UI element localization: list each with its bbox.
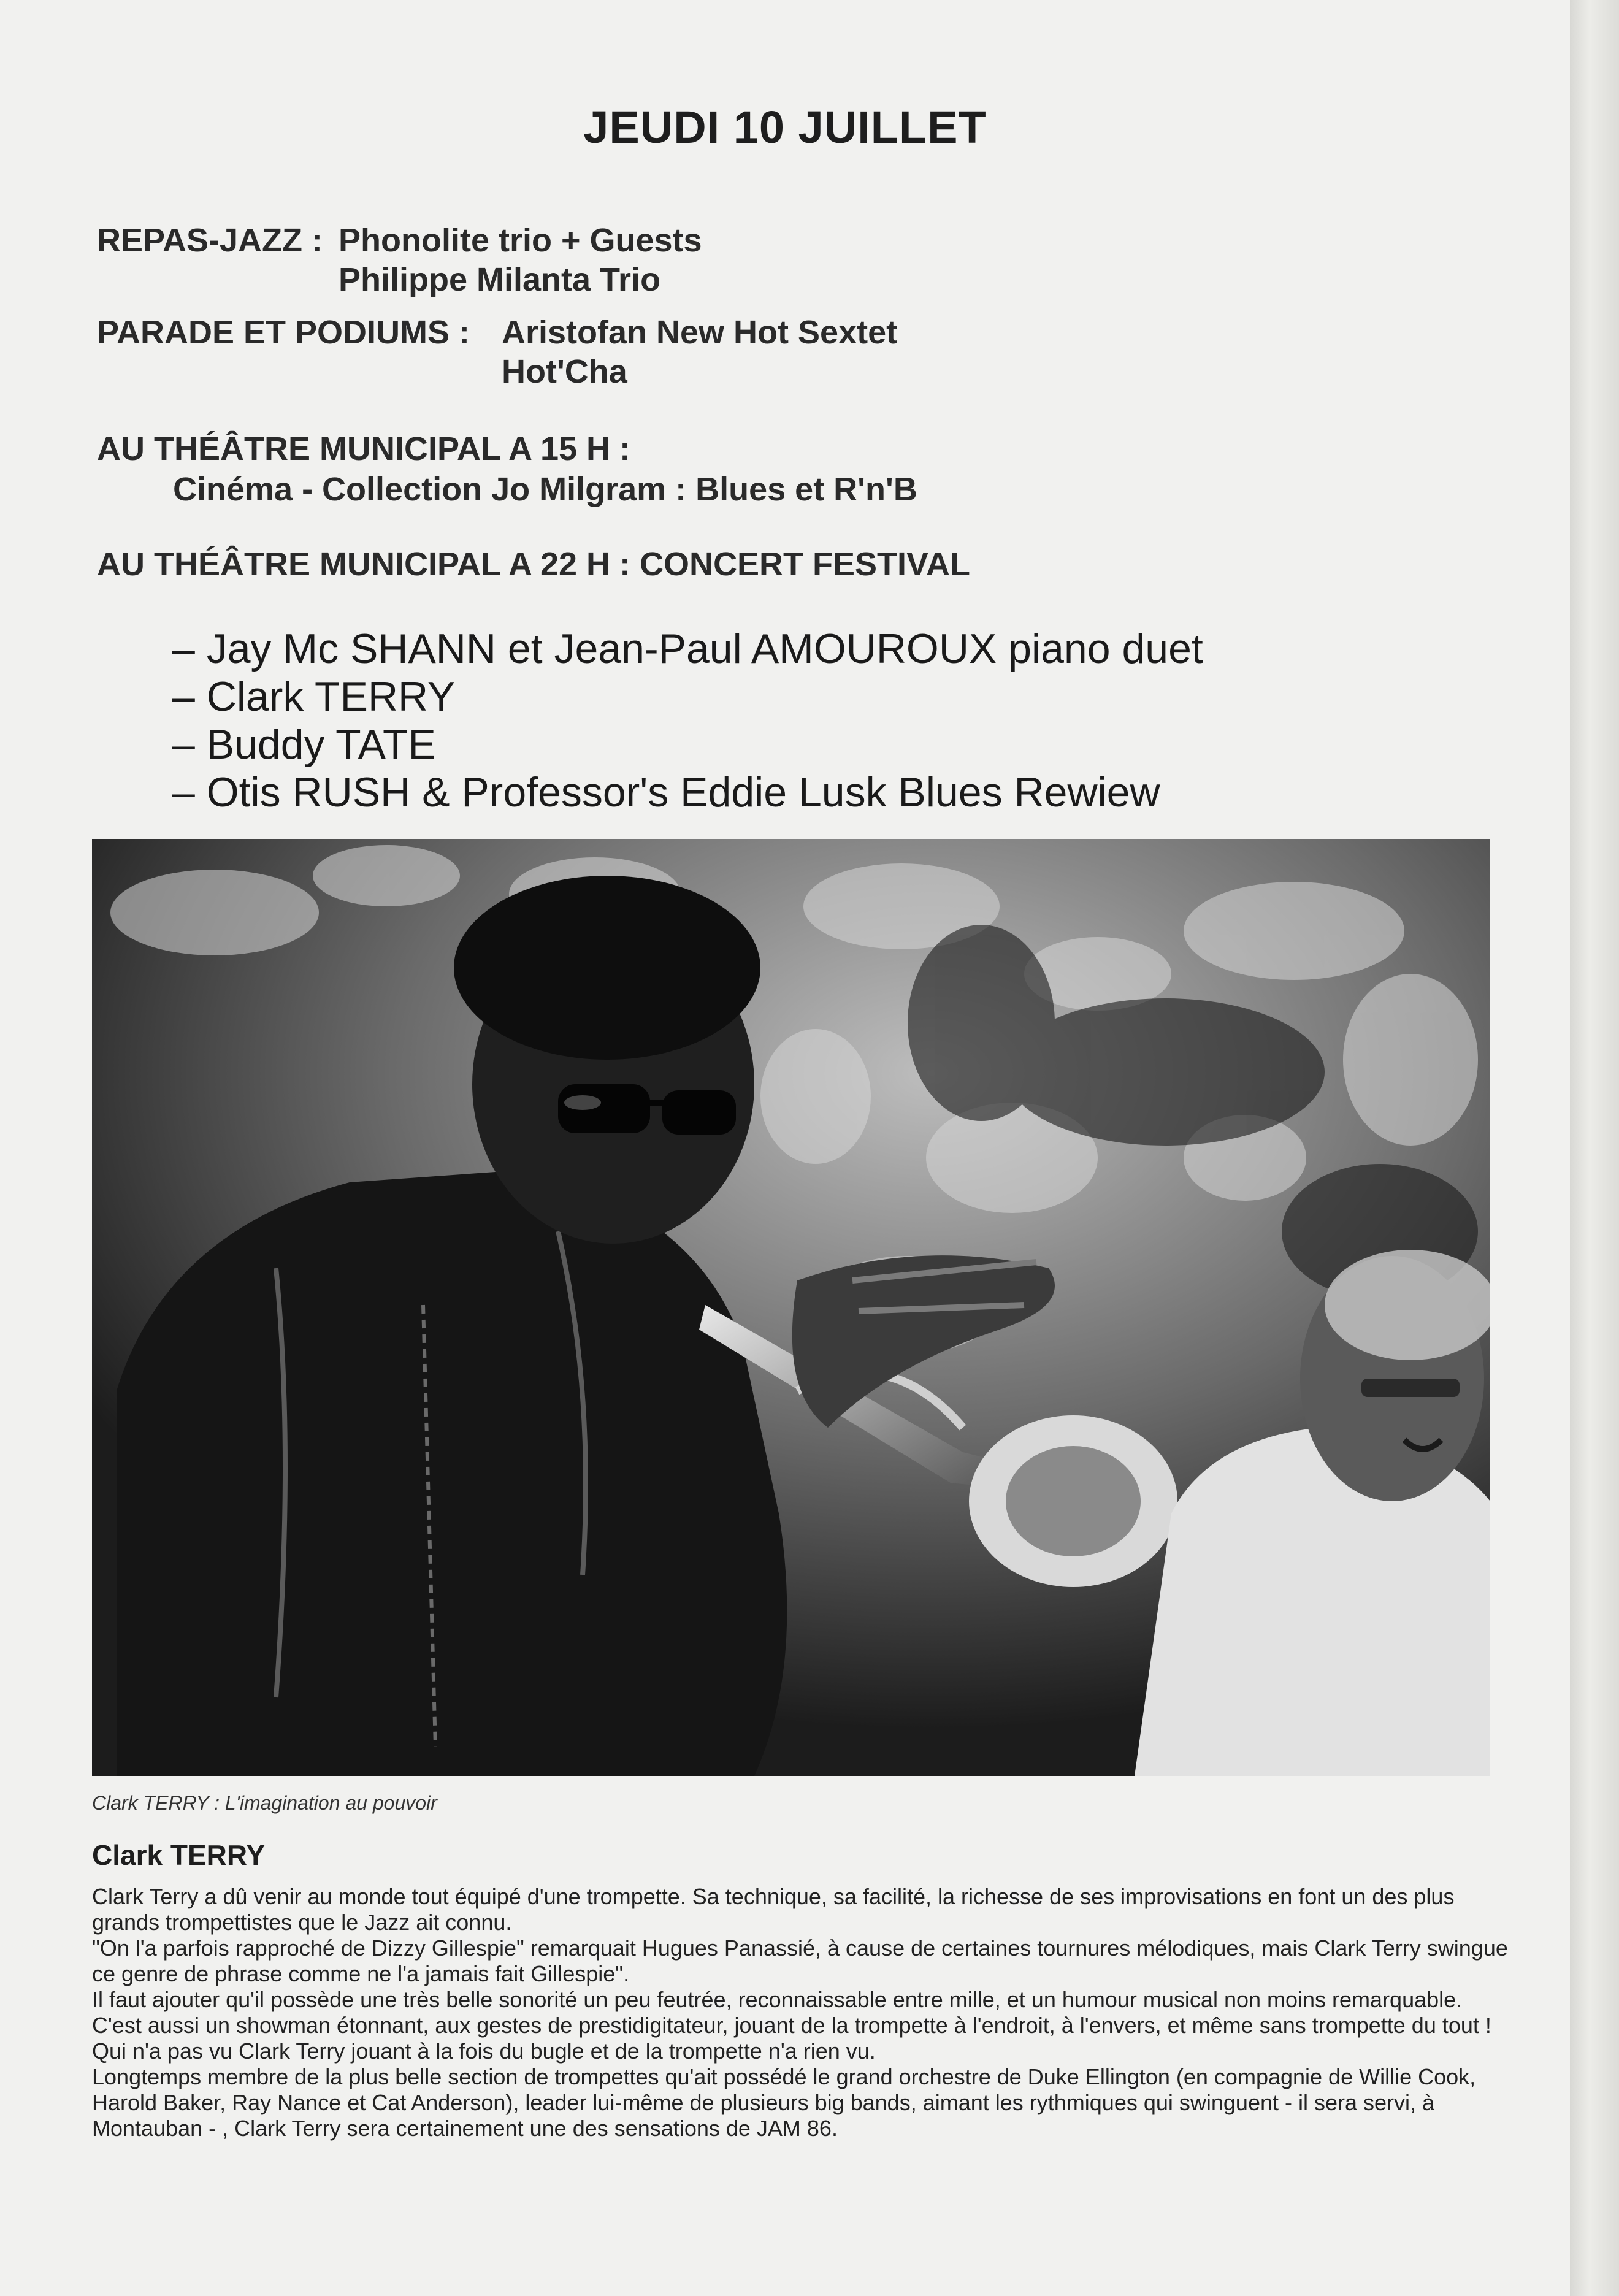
article-paragraph: "On l'a parfois rapproché de Dizzy Gillespie" remarquait Hugues Panassié, à cause de certaines tournures mélodiques, mais Clark Terry swingue ce genre de phrase comme ne l'a jamais fait Gillespie". (92, 1935, 1508, 1986)
article-paragraph: Il faut ajouter qu'il possède une très belle sonorité un peu feutrée, reconnaissable entre mille, et un humour musical non moins remarquable. (92, 1987, 1463, 2012)
parade-label: PARADE ET PODIUMS : (97, 314, 470, 351)
theatre-15h-label: AU THÉÂTRE MUNICIPAL A 15 H : (97, 431, 631, 467)
page-binding (1570, 0, 1619, 2296)
photo-caption: Clark TERRY : L'imagination au pouvoir (92, 1792, 437, 1814)
repas-label: REPAS-JAZZ : (97, 222, 323, 259)
article-paragraph: Clark Terry a dû venir au monde tout équipé d'une trompette. Sa technique, sa facilité, la richesse de ses improvisations en font un des plus grands trompettistes que le Jazz ait connu. (92, 1884, 1455, 1935)
theatre-15h-item: Cinéma - Collection Jo Milgram : Blues et R'n'B (173, 471, 917, 508)
parade-act-1: Aristofan New Hot Sextet (502, 314, 898, 351)
clark-terry-photo (92, 839, 1490, 1776)
article-paragraph: Longtemps membre de la plus belle section de trompettes qu'ait possédé le grand orchestre de Duke Ellington (en compagnie de Willie Cook, Harold Baker, Ray Nance et Cat Anderson), leader lui-même de plusieurs big bands, aimant les rythmiques qui swinguent - il sera servi, à Montauban - , Clark Terry sera certainement une des sensations de JAM 86. (92, 2064, 1476, 2141)
concert-item: – Jay Mc SHANN et Jean-Paul AMOUROUX piano duet (172, 626, 1203, 672)
concert-item: – Clark TERRY (172, 673, 456, 720)
page-heading: JEUDI 10 JUILLET (583, 102, 987, 153)
article-paragraph: C'est aussi un showman étonnant, aux gestes de prestidigitateur, jouant de la trompette à l'endroit, à l'envers, et même sans trompette du tout ! Qui n'a pas vu Clark Terry jouant à la fois du bugle et de la trompette n'a rien vu. (92, 2013, 1491, 2064)
concert-item: – Buddy TATE (172, 721, 436, 768)
parade-act-2: Hot'Cha (502, 353, 627, 390)
article-title: Clark TERRY (92, 1839, 266, 1871)
concert-item: – Otis RUSH & Professor's Eddie Lusk Blues Rewiew (172, 769, 1160, 816)
repas-act-1: Phonolite trio + Guests (339, 222, 702, 259)
article-body (92, 1884, 1509, 2141)
repas-act-2: Philippe Milanta Trio (339, 261, 661, 298)
theatre-22h-label: AU THÉÂTRE MUNICIPAL A 22 H : CONCERT FESTIVAL (97, 546, 971, 583)
